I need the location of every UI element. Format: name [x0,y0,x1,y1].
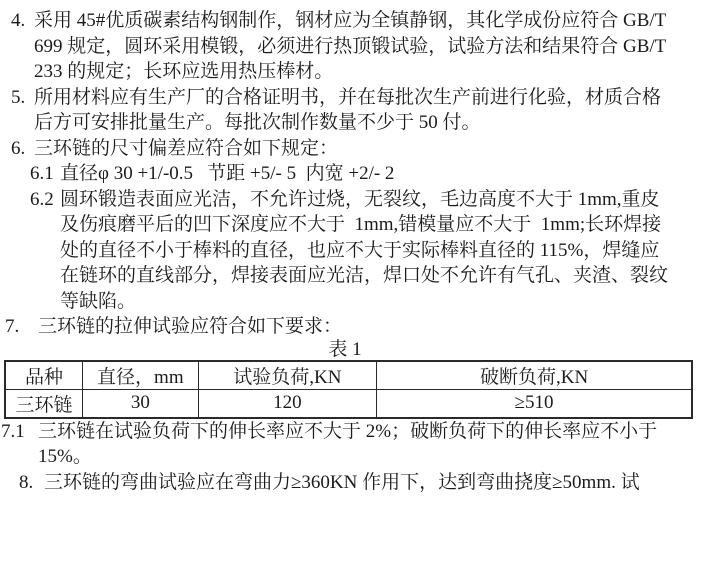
table-cell: 30 [83,389,198,418]
table-header-cell: 试验负荷,KN [198,361,377,390]
doc-line [0,289,710,315]
item-number: 6. [11,137,26,159]
doc-line [0,161,710,187]
table-header-cell: 直径，mm [83,361,198,390]
table-header-cell: 品种 [5,361,83,390]
doc-line [0,85,710,111]
spec-table [4,360,693,419]
item-number: 4. [11,10,26,31]
doc-line-text: 直径φ 30 +1/-0.5 节距 +5/- 5 内宽 +2/- 2 [60,163,395,184]
doc-line [0,136,710,162]
doc-line-text: 采用 45#优质碳素结构钢制作，钢材应为全镇静钢，其化学成份应符合 GB/T [34,10,667,31]
item-number: 5. [11,86,26,108]
table-cell: 120 [198,389,377,418]
table-caption: 表 1 [328,338,362,360]
doc-line-text: 三环链在试验负荷下的伸长率应不大于 2%；破断负荷下的伸长率应不小于 [38,420,658,442]
doc-line-text: 处的直径不小于棒料的直径，也应不大于实际棒料直径的 115%，焊缝应 [60,239,660,261]
table-header-cell: 破断负荷,KN [377,361,692,390]
doc-line [0,419,710,445]
doc-line [0,263,710,289]
doc-line [0,8,710,34]
doc-line [0,34,710,60]
table-cell: 三环链 [5,389,83,418]
doc-line [0,59,710,85]
doc-line-text: 圆环锻造表面应光洁，不允许过烧，无裂纹，毛边高度不大于 1mm,重皮 [60,188,660,210]
doc-line [0,470,710,496]
item-number: 8. [19,471,34,493]
item-number: 7.1 [1,420,25,442]
doc-line [0,314,710,340]
item-number: 7. [5,316,20,337]
doc-line-text: 三环链的拉伸试验应符合如下要求： [38,316,343,337]
table-cell: ≥510 [377,389,692,418]
item-number: 6.2 [30,188,54,210]
doc-line-text: 三环链的尺寸偏差应符合如下规定： [34,137,339,159]
item-number: 6.1 [30,163,54,184]
table-header-row [5,361,692,390]
table-row [5,389,692,418]
doc-line-text: 后方可安排批量生产。每批次制作数量不少于 50 付。 [34,112,481,133]
doc-line-text: 699 规定，圆环采用模锻，必须进行热顶锻试验，试验方法和结果符合 GB/T [34,35,667,57]
doc-line-text: 233 的规定；长环应选用热压棒材。 [34,61,334,82]
doc-line-text: 在链环的直线部分，焊接表面应光洁，焊口处不允许有气孔、夹渣、裂纹 [60,265,669,286]
doc-line [0,238,710,264]
doc-line [0,444,710,470]
doc-line [0,110,710,136]
doc-line-text: 所用材料应有生产厂的合格证明书，并在每批次生产前进行化验，材质合格 [34,86,662,108]
doc-line [0,187,710,213]
doc-line-text: 等缺陷。 [60,290,137,312]
doc-line-text: 及伤痕磨平后的凹下深度应不大于 1mm,错模量应不大于 1mm;长环焊接 [60,214,662,235]
doc-line-text: 三环链的弯曲试验应在弯曲力≥360KN 作用下，达到弯曲挠度≥50mm. 试 [44,471,640,493]
doc-line-text: 15%。 [38,446,92,467]
doc-line [0,212,710,238]
